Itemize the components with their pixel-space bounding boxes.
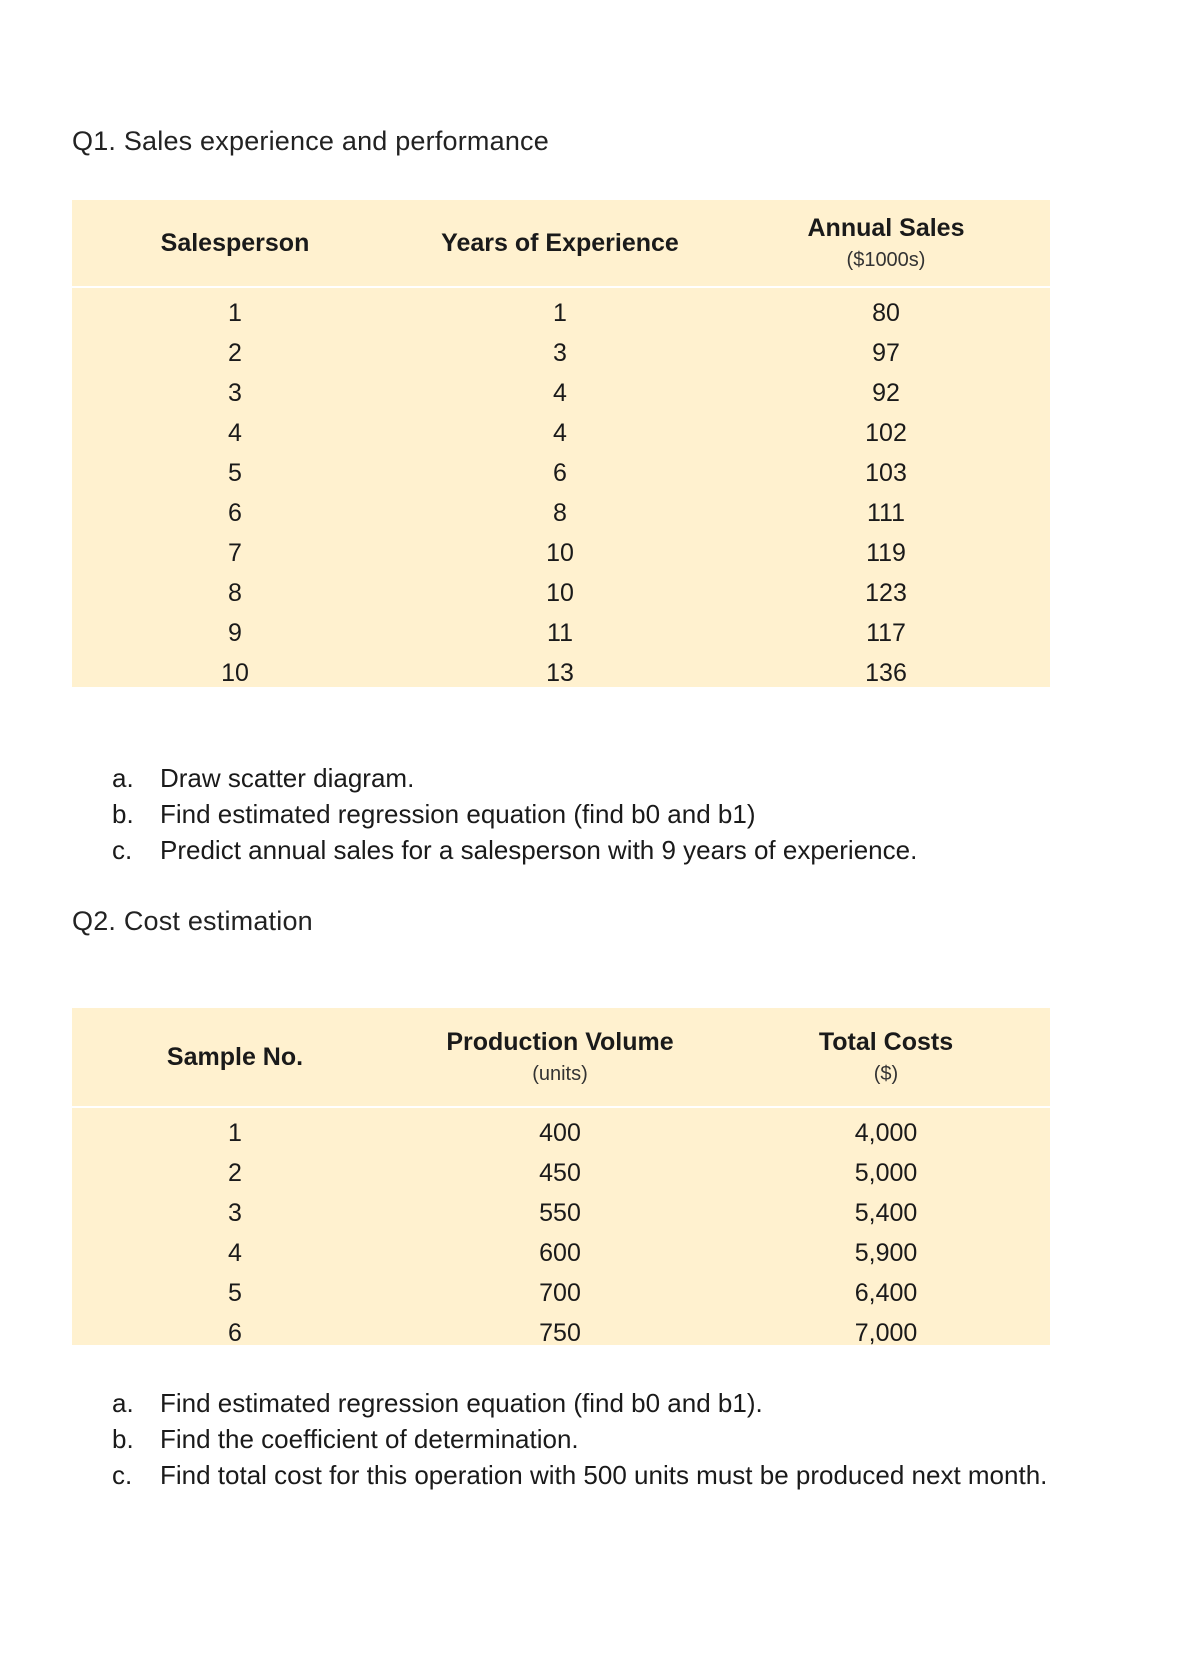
list-text: Find estimated regression equation (find b0 and b1).	[160, 1388, 763, 1418]
table-row	[72, 453, 1050, 493]
table-cell: 5,000	[854, 1159, 918, 1187]
list-text: Find the coefficient of determination.	[160, 1424, 579, 1454]
table-cell: 6,400	[854, 1279, 918, 1307]
table-cell: 6	[228, 1319, 242, 1347]
q2-question-list	[112, 1385, 1047, 1493]
table-cell: 6	[553, 459, 567, 487]
table-cell: 3	[228, 379, 242, 407]
table-cell: 136	[865, 659, 907, 687]
list-item	[112, 832, 917, 868]
table-cell: 7,000	[854, 1319, 918, 1347]
table-cell: 10	[546, 539, 574, 567]
table-cell: 1	[228, 299, 242, 327]
q2-header-volume	[395, 1008, 725, 1106]
table-cell: 92	[872, 379, 900, 407]
table-row	[72, 1233, 1050, 1273]
q2-header-volume-label: Production Volume	[446, 1028, 674, 1056]
table-cell: 600	[539, 1239, 581, 1267]
q2-header-costs	[721, 1008, 1051, 1106]
table-cell: 8	[553, 499, 567, 527]
table-cell: 550	[539, 1199, 581, 1227]
table-row	[72, 1113, 1050, 1153]
table-cell: 13	[546, 659, 574, 687]
list-marker: a.	[112, 763, 134, 793]
list-item	[112, 1457, 1047, 1493]
table-cell: 1	[553, 299, 567, 327]
list-marker: b.	[112, 1424, 134, 1454]
q2-header-costs-label: Total Costs	[818, 1028, 954, 1056]
table-cell: 6	[228, 499, 242, 527]
list-item	[112, 1385, 1047, 1421]
table-row	[72, 653, 1050, 693]
table-cell: 123	[865, 579, 907, 607]
table-cell: 5	[228, 459, 242, 487]
table-cell: 1	[228, 1119, 242, 1147]
q1-title: Q1. Sales experience and performance	[72, 126, 549, 156]
q1-header-salesperson	[70, 200, 400, 286]
list-text: Draw scatter diagram.	[160, 763, 415, 793]
table-cell: 80	[872, 299, 900, 327]
list-marker: a.	[112, 1388, 134, 1418]
table-cell: 5,900	[854, 1239, 918, 1267]
table-cell: 700	[539, 1279, 581, 1307]
table-cell: 10	[221, 659, 249, 687]
table-cell: 400	[539, 1119, 581, 1147]
list-item	[112, 796, 917, 832]
q1-header-salesperson-label: Salesperson	[160, 228, 310, 257]
q1-header-sales-label: Annual Sales	[807, 214, 965, 242]
table-row	[72, 613, 1050, 653]
table-cell: 97	[872, 339, 900, 367]
q2-header-sample	[70, 1008, 400, 1106]
q1-data-table	[72, 200, 1050, 687]
table-cell: 117	[866, 619, 906, 647]
q2-data-table	[72, 1008, 1050, 1345]
table-cell: 11	[547, 619, 573, 647]
list-text: Find total cost for this operation with 500 units must be produced next month.	[160, 1460, 1048, 1490]
table-cell: 3	[553, 339, 567, 367]
table-row	[72, 413, 1050, 453]
table-row	[72, 1313, 1050, 1353]
table-cell: 4	[553, 379, 567, 407]
q1-header-years-label: Years of Experience	[441, 228, 679, 257]
table-cell: 4,000	[854, 1119, 918, 1147]
q1-header-sales-unit: ($1000s)	[846, 249, 926, 271]
table-cell: 111	[866, 499, 905, 527]
table-cell: 5	[228, 1279, 242, 1307]
q1-question-list	[112, 760, 917, 868]
table-row	[72, 1273, 1050, 1313]
list-marker: c.	[112, 1460, 133, 1490]
table-cell: 8	[228, 579, 242, 607]
q1-table-body	[72, 293, 1050, 693]
table-cell: 9	[228, 619, 242, 647]
table-cell: 10	[546, 579, 574, 607]
table-row	[72, 373, 1050, 413]
table-cell: 450	[539, 1159, 581, 1187]
q2-title: Q2. Cost estimation	[72, 906, 313, 936]
list-marker: c.	[112, 835, 133, 865]
table-cell: 3	[228, 1199, 242, 1227]
table-cell: 2	[228, 1159, 242, 1187]
q2-header-costs-unit: ($)	[873, 1063, 899, 1085]
table-row	[72, 1153, 1050, 1193]
table-cell: 2	[228, 339, 242, 367]
list-marker: b.	[112, 799, 134, 829]
table-row	[72, 573, 1050, 613]
q2-header-sample-label: Sample No.	[166, 1042, 304, 1071]
table-cell: 119	[866, 539, 906, 567]
list-item	[112, 1421, 1047, 1457]
q1-header-years	[395, 200, 725, 286]
table-row	[72, 1193, 1050, 1233]
table-row	[72, 493, 1050, 533]
table-cell: 4	[228, 1239, 242, 1267]
list-text: Find estimated regression equation (find b0 and b1)	[160, 799, 756, 829]
table-cell: 7	[228, 539, 242, 567]
table-row	[72, 333, 1050, 373]
q2-header-volume-unit: (units)	[532, 1063, 588, 1085]
table-cell: 103	[865, 459, 907, 487]
table-cell: 750	[539, 1319, 581, 1347]
list-item	[112, 760, 917, 796]
q1-table-header	[72, 200, 1050, 288]
q2-table-header	[72, 1008, 1050, 1108]
table-cell: 4	[228, 419, 242, 447]
table-cell: 102	[865, 419, 907, 447]
table-cell: 5,400	[854, 1199, 918, 1227]
list-text: Predict annual sales for a salesperson with 9 years of experience.	[160, 835, 918, 865]
q1-header-sales	[721, 200, 1051, 286]
table-row	[72, 533, 1050, 573]
q2-table-body	[72, 1113, 1050, 1353]
table-row	[72, 293, 1050, 333]
table-cell: 4	[553, 419, 567, 447]
